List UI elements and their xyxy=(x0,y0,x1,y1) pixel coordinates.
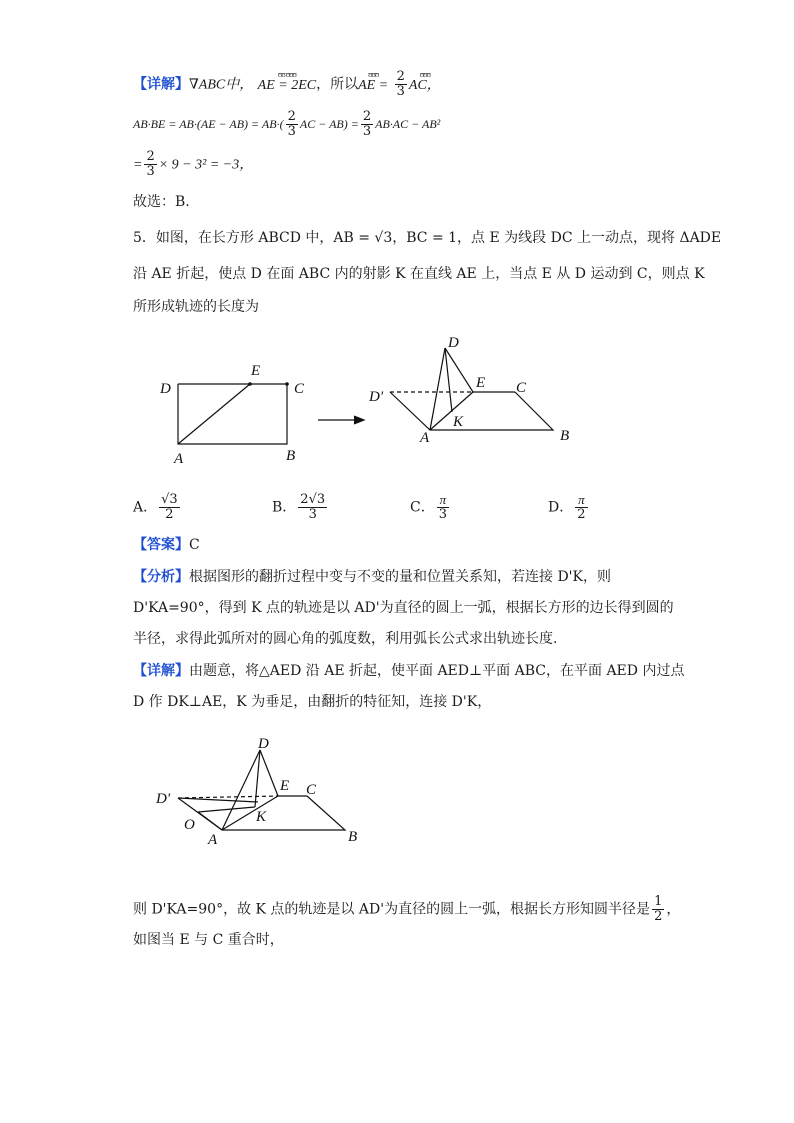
label-e: E xyxy=(251,363,261,379)
plane-abc xyxy=(390,392,553,430)
conclusion-line-1: 则 D'KA=90°，故 K 点的轨迹是以 AD'为直径的圆上一弧，根据长方形知圆半径是 $\frac{1}{2}$ ， xyxy=(133,894,681,924)
choice-line: 故选：B. xyxy=(133,194,190,210)
detail-line-1: 【详解】∇ABC中， ʊʊ ʊʊʊ AE = 2EC，所以 ʊʊʊ AE = $\frac{2}{3}$ ʊʊʊ AC， xyxy=(133,69,441,99)
label-c-2: C xyxy=(306,782,317,798)
label-b-folded: B xyxy=(560,428,570,444)
label-c-folded: C xyxy=(516,380,527,396)
segment-ae xyxy=(178,384,250,444)
label-d: D xyxy=(160,381,171,397)
label-a-2: A xyxy=(208,832,218,848)
option-d: D． $\frac{\pi}{2}$ xyxy=(548,492,586,522)
fraction: $\frac{2}{3}$ xyxy=(396,69,405,99)
detail2-line-1: 【详解】由题意，将△AED 沿 AE 折起，使平面 AED⊥平面 ABC，在平面 AED 内过点 xyxy=(133,663,685,679)
label-b-2: B xyxy=(348,829,358,845)
label-a-folded: A xyxy=(420,430,430,446)
problem-line-1: 5．如图，在长方形 ABCD 中，AB = √3，BC = 1，点 E 为线段 DC 上一动点，现将 ΔADE xyxy=(133,230,722,246)
vector-equation: ʊʊ ʊʊʊ AE = 2EC xyxy=(257,69,317,93)
analysis-line-2: D'KA=90°，得到 K 点的轨迹是以 AD'为直径的圆上一弧，根据长方形的边长得到圆的 xyxy=(133,600,674,616)
label-c: C xyxy=(294,381,305,397)
problem-line-2: 沿 AE 折起，使点 D 在面 ABC 内的射影 K 在直线 AE 上，当点 E 从 D 运动到 C，则点 K xyxy=(133,266,705,282)
problem-line-3: 所形成轨迹的长度为 xyxy=(133,299,259,315)
answer-line: 【答案】C xyxy=(133,537,200,553)
figure-rectangle-fold xyxy=(150,330,600,470)
label-b: B xyxy=(286,448,296,464)
label-d-prime: D' xyxy=(369,389,384,405)
arrow-head xyxy=(354,416,364,424)
label-k-2: K xyxy=(256,809,267,825)
analysis-line-3: 半径，求得此弧所对的圆心角的弧度数，利用弧长公式求出轨迹长度． xyxy=(133,631,567,647)
detail-line-3: = $\frac{2}{3}$ × 9 − 3² = −3， xyxy=(133,149,254,179)
segment-de-2 xyxy=(260,750,278,796)
label-k: K xyxy=(453,414,464,430)
option-a: A． $\frac{√3}{2}$ xyxy=(133,492,178,522)
label-e-2: E xyxy=(280,778,290,794)
option-b: B． $\frac{2√3}{3}$ xyxy=(272,492,326,522)
label-d-2: D xyxy=(258,736,269,752)
label-d-prime-2: D' xyxy=(156,791,171,807)
label-o: O xyxy=(184,817,195,833)
label-e-folded: E xyxy=(476,375,486,391)
conclusion-line-2: 如图当 E 与 C 重合时， xyxy=(133,932,284,948)
option-c: C． $\frac{\pi}{3}$ xyxy=(410,492,447,522)
label-d-top: D xyxy=(448,335,459,351)
segment-ad xyxy=(430,348,445,430)
segment-ok xyxy=(198,807,255,812)
detail-line-2: AB·BE = AB·(AE − AB) = AB·( $\frac{2}{3}$ AC − AB) = $\frac{2}{3}$ AB·AC − AB² xyxy=(133,109,441,139)
rectangle-abcd xyxy=(178,384,287,444)
detail2-line-2: D 作 DK⊥AE，K 为垂足，由翻折的特征知，连接 D'K， xyxy=(133,694,492,710)
label-a: A xyxy=(174,451,184,467)
analysis-line-1: 【分析】根据图形的翻折过程中变与不变的量和位置关系知，若连接 D'K，则 xyxy=(133,569,611,585)
detail-tag: 【详解】 xyxy=(133,76,189,93)
figure-fold-with-o xyxy=(150,730,380,850)
